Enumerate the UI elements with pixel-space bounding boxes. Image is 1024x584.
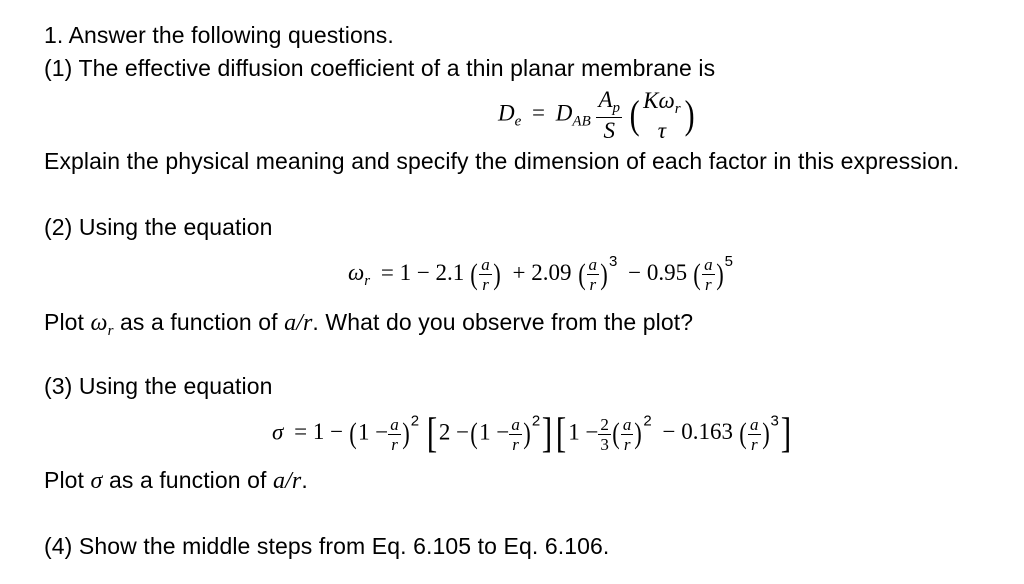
q3-two-thirds (598, 416, 611, 453)
q1-paren-fraction (641, 89, 682, 142)
q3-exp2-3: 2 (643, 412, 652, 430)
q3-frac-2 (509, 416, 522, 453)
q3-lparen-2: ( (470, 417, 478, 450)
heading: 1. Answer the following questions. (44, 22, 394, 48)
q2-exp5: 5 (724, 253, 733, 270)
q2-frac-1-num: a (481, 255, 490, 275)
q3-rparen-1: ) (402, 417, 410, 450)
q2-term3-coef: − 0.95 (628, 260, 688, 285)
q3-rparen-4: ) (761, 417, 770, 450)
q3-lhs: σ (272, 419, 284, 445)
q2-plot-prefix: Plot (44, 309, 91, 335)
q3-frac-4-den: r (750, 434, 758, 454)
q2-plot-var: ω (90, 310, 108, 336)
q2-rparen-1: ) (493, 257, 501, 291)
q2-frac-3-den: r (705, 275, 712, 295)
q2-equation (348, 254, 733, 293)
q3-frac-3-num: a (622, 414, 632, 434)
q2-plot-mid: as a function of (113, 309, 285, 335)
q1-paren-den: τ (657, 117, 666, 143)
q2-plot-suffix: . What do you observe from the plot? (312, 309, 694, 335)
q1-dab: D (555, 100, 573, 126)
q2-exp3: 3 (609, 253, 618, 270)
q3-one-1: 1 − (358, 419, 389, 445)
q3-plot-prefix: Plot (44, 467, 91, 493)
q3-one-2: 1 − (479, 419, 510, 445)
q2-rparen-2: ) (600, 257, 608, 291)
q2-lhs: ω (348, 260, 365, 285)
q1-equation (498, 88, 696, 142)
q3-tt-num: 2 (600, 414, 609, 434)
q2-plot-ratio: a/r (284, 310, 313, 336)
q3-plot-suffix: . (301, 467, 308, 493)
q1-frac-den: S (603, 118, 616, 143)
q3-exp3: 3 (770, 412, 779, 430)
q2-frac-1 (479, 256, 492, 293)
q2-frac-3 (702, 256, 715, 293)
q3-label: (3) Using the equation (44, 373, 273, 399)
q1-dab-sub: AB (572, 113, 591, 130)
q2-plot-instruction (44, 309, 693, 340)
q2-equals: = 1 − 2.1 (380, 260, 465, 285)
q1-frac-num-sub: p (612, 100, 621, 116)
q3-tt-den: 3 (600, 434, 609, 454)
q3-frac-1-den: r (391, 434, 398, 454)
q4-label: (4) Show the middle steps from Eq. 6.105 to Eq. 6.106. (44, 533, 610, 559)
q3-plot-mid: as a function of (102, 467, 274, 493)
q2-frac-1-den: r (482, 275, 489, 295)
q3-plot-var: σ (90, 468, 103, 494)
q1-rparen: ) (684, 92, 695, 137)
q3-rbracket-2: ] (780, 411, 792, 457)
q1-explain: Explain the physical meaning and specify the dimension of each factor in this expression. (44, 148, 960, 174)
q2-frac-2-den: r (589, 275, 597, 295)
q3-one-3: 1 − (568, 419, 599, 445)
q3-lparen-3: ( (612, 417, 620, 450)
q3-frac-3-den: r (623, 434, 631, 454)
q3-lbracket-1: [ (426, 411, 438, 457)
q3-equals: = 1 − (294, 419, 344, 445)
q2-lparen-2: ( (577, 257, 586, 291)
q3-lparen-1: ( (349, 417, 357, 450)
q3-rparen-3: ) (634, 417, 643, 450)
q3-frac-1-num: a (390, 414, 399, 434)
q3-plot-instruction (44, 467, 308, 495)
q2-lhs-sub: r (364, 273, 371, 289)
q1-paren-omega: ω (658, 87, 675, 113)
q3-frac-2-num: a (511, 414, 520, 434)
q1-label: (1) The effective diffusion coefficient of a thin planar membrane is (44, 55, 716, 81)
q2-term2-coef: + 2.09 (512, 260, 572, 285)
q1-equals: = (532, 100, 546, 126)
q2-plot-var-sub: r (107, 323, 114, 339)
q3-lbracket-2: [ (555, 411, 567, 457)
q3-frac-2-den: r (512, 434, 519, 454)
q3-coef: − 0.163 (662, 419, 733, 445)
q3-frac-3 (621, 416, 634, 453)
q3-frac-1 (388, 416, 401, 453)
q3-rparen-2: ) (523, 417, 531, 450)
q1-lparen: ( (629, 92, 640, 137)
q3-rbracket-1: ] (541, 411, 553, 457)
q1-area-fraction (596, 88, 622, 142)
q2-frac-2 (587, 256, 600, 293)
q3-frac-4 (748, 416, 761, 453)
q1-paren-k: K (643, 87, 659, 113)
q3-plot-ratio: a/r (273, 468, 302, 494)
q1-lhs: D (498, 100, 515, 126)
q3-two: 2 − (438, 419, 470, 445)
q1-frac-num: A (598, 87, 613, 112)
q2-rparen-3: ) (715, 257, 724, 291)
q3-frac-4-num: a (750, 414, 759, 434)
q1-paren-omega-sub: r (674, 100, 681, 117)
q2-frac-3-num: a (704, 255, 713, 275)
q3-lparen-4: ( (739, 417, 747, 450)
q3-exp2-1: 2 (410, 412, 420, 430)
q1-lhs-sub: e (514, 113, 522, 130)
q2-lparen-3: ( (693, 257, 701, 291)
q2-label: (2) Using the equation (44, 214, 273, 240)
q2-frac-2-num: a (588, 255, 598, 275)
q3-equation (272, 413, 793, 455)
q3-exp2-2: 2 (531, 412, 541, 430)
q2-lparen-1: ( (470, 257, 479, 291)
